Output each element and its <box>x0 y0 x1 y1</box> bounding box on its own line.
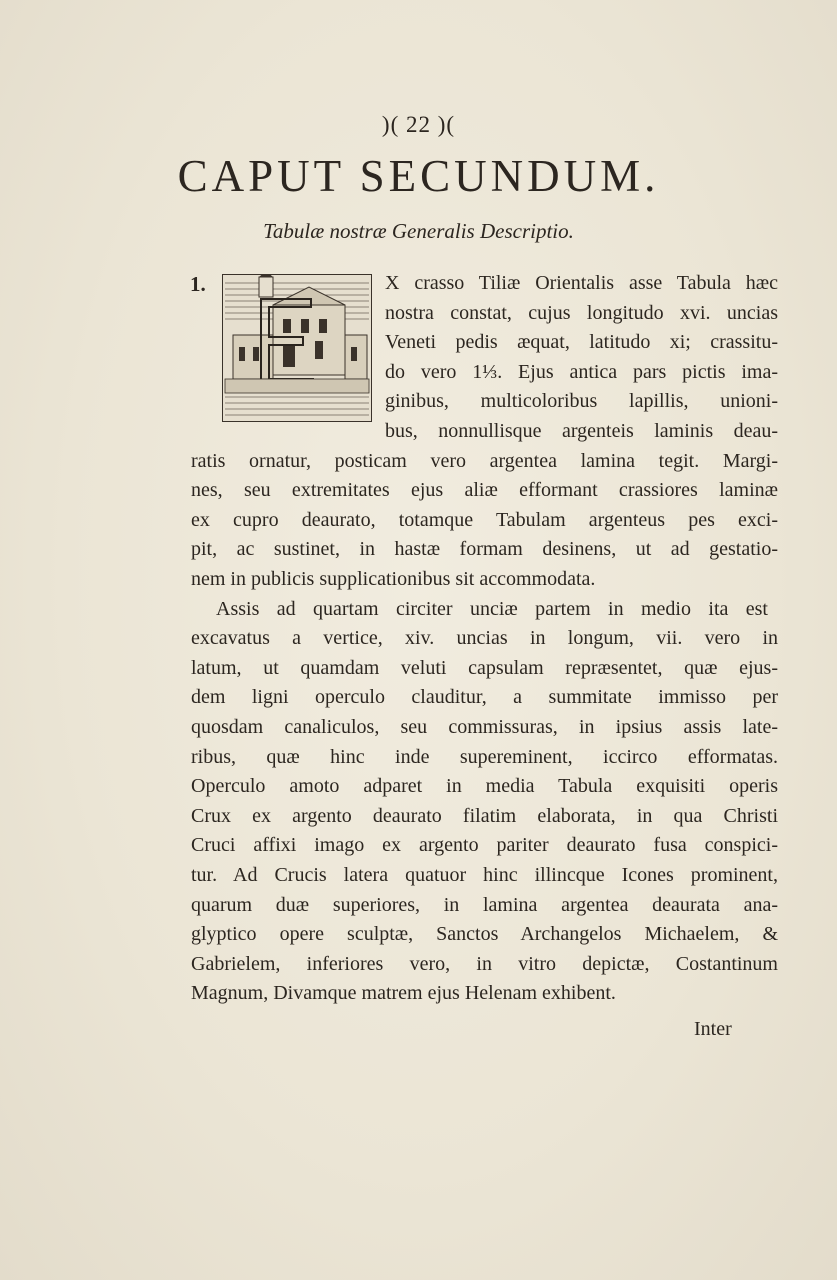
paragraph-number: 1. <box>190 272 206 296</box>
text-line: quarum duæ superiores, in lamina argentea deaurata ana- <box>191 893 778 916</box>
text-line: do vero 1⅓. Ejus antica pars pictis ima- <box>385 360 778 383</box>
text-line: glyptico opere sculptæ, Sanctos Archangelos Michaelem, & <box>191 923 778 946</box>
running-head-page-number: )( 22 )( <box>381 112 456 137</box>
woodcut-initial-E-building-icon <box>222 274 372 422</box>
text-line: nostra constat, cujus longitudo xvi. uncias <box>385 301 778 324</box>
text-line: Gabrielem, inferiores vero, in vitro depictæ, Costantinum <box>191 952 778 975</box>
text-line: ribus, quæ hinc inde supereminent, iccirco efformatas. <box>191 745 778 768</box>
text-line: pit, ac sustinet, in hastæ formam desinens, ut ad gestatio- <box>191 538 778 561</box>
text-line: latum, ut quamdam veluti capsulam repræsentet, quæ ejus- <box>191 656 778 679</box>
text-line: X crasso Tiliæ Orientalis asse Tabula hæc <box>385 272 778 294</box>
text-line: ex cupro deaurato, totamque Tabulam argenteus pes exci- <box>191 508 778 531</box>
text-line: nes, seu extremitates ejus aliæ efformant crassiores laminæ <box>191 479 778 502</box>
text-line: Veneti pedis æquat, latitudo xi; crassitu- <box>385 331 778 354</box>
text-line: Operculo amoto adparet in media Tabula exquisiti operis <box>191 775 778 798</box>
chapter-subtitle: Tabulæ nostræ Generalis Descriptio. <box>263 219 574 243</box>
catchword: Inter <box>694 1018 732 1040</box>
text-line: Assis ad quartam circiter unciæ partem in medio ita est <box>216 597 768 620</box>
text-line: ginibus, multicoloribus lapillis, unioni- <box>385 390 778 413</box>
text-line: Cruci affixi imago ex argento pariter deaurato fusa conspici- <box>191 834 778 857</box>
text-line: dem ligni operculo clauditur, a summitate immisso per <box>191 686 778 709</box>
text-line: excavatus a vertice, xiv. uncias in longum, vii. vero in <box>191 627 778 650</box>
text-line: Crux ex argento deaurato filatim elaborata, in qua Christi <box>191 804 778 827</box>
text-line: ratis ornatur, posticam vero argentea lamina tegit. Margi- <box>191 449 778 472</box>
text-line: Magnum, Divamque matrem ejus Helenam exhibent. <box>191 982 616 1005</box>
text-line: bus, nonnullisque argenteis laminis deau- <box>385 420 778 442</box>
text-line: tur. Ad Crucis latera quatuor hinc illincque Icones prominent, <box>191 864 778 886</box>
chapter-title: CAPUT SECUNDUM. <box>177 151 660 201</box>
text-line: quosdam canaliculos, seu commissuras, in ipsius assis late- <box>191 716 778 738</box>
text-line: nem in publicis supplicationibus sit accommodata. <box>191 568 596 590</box>
